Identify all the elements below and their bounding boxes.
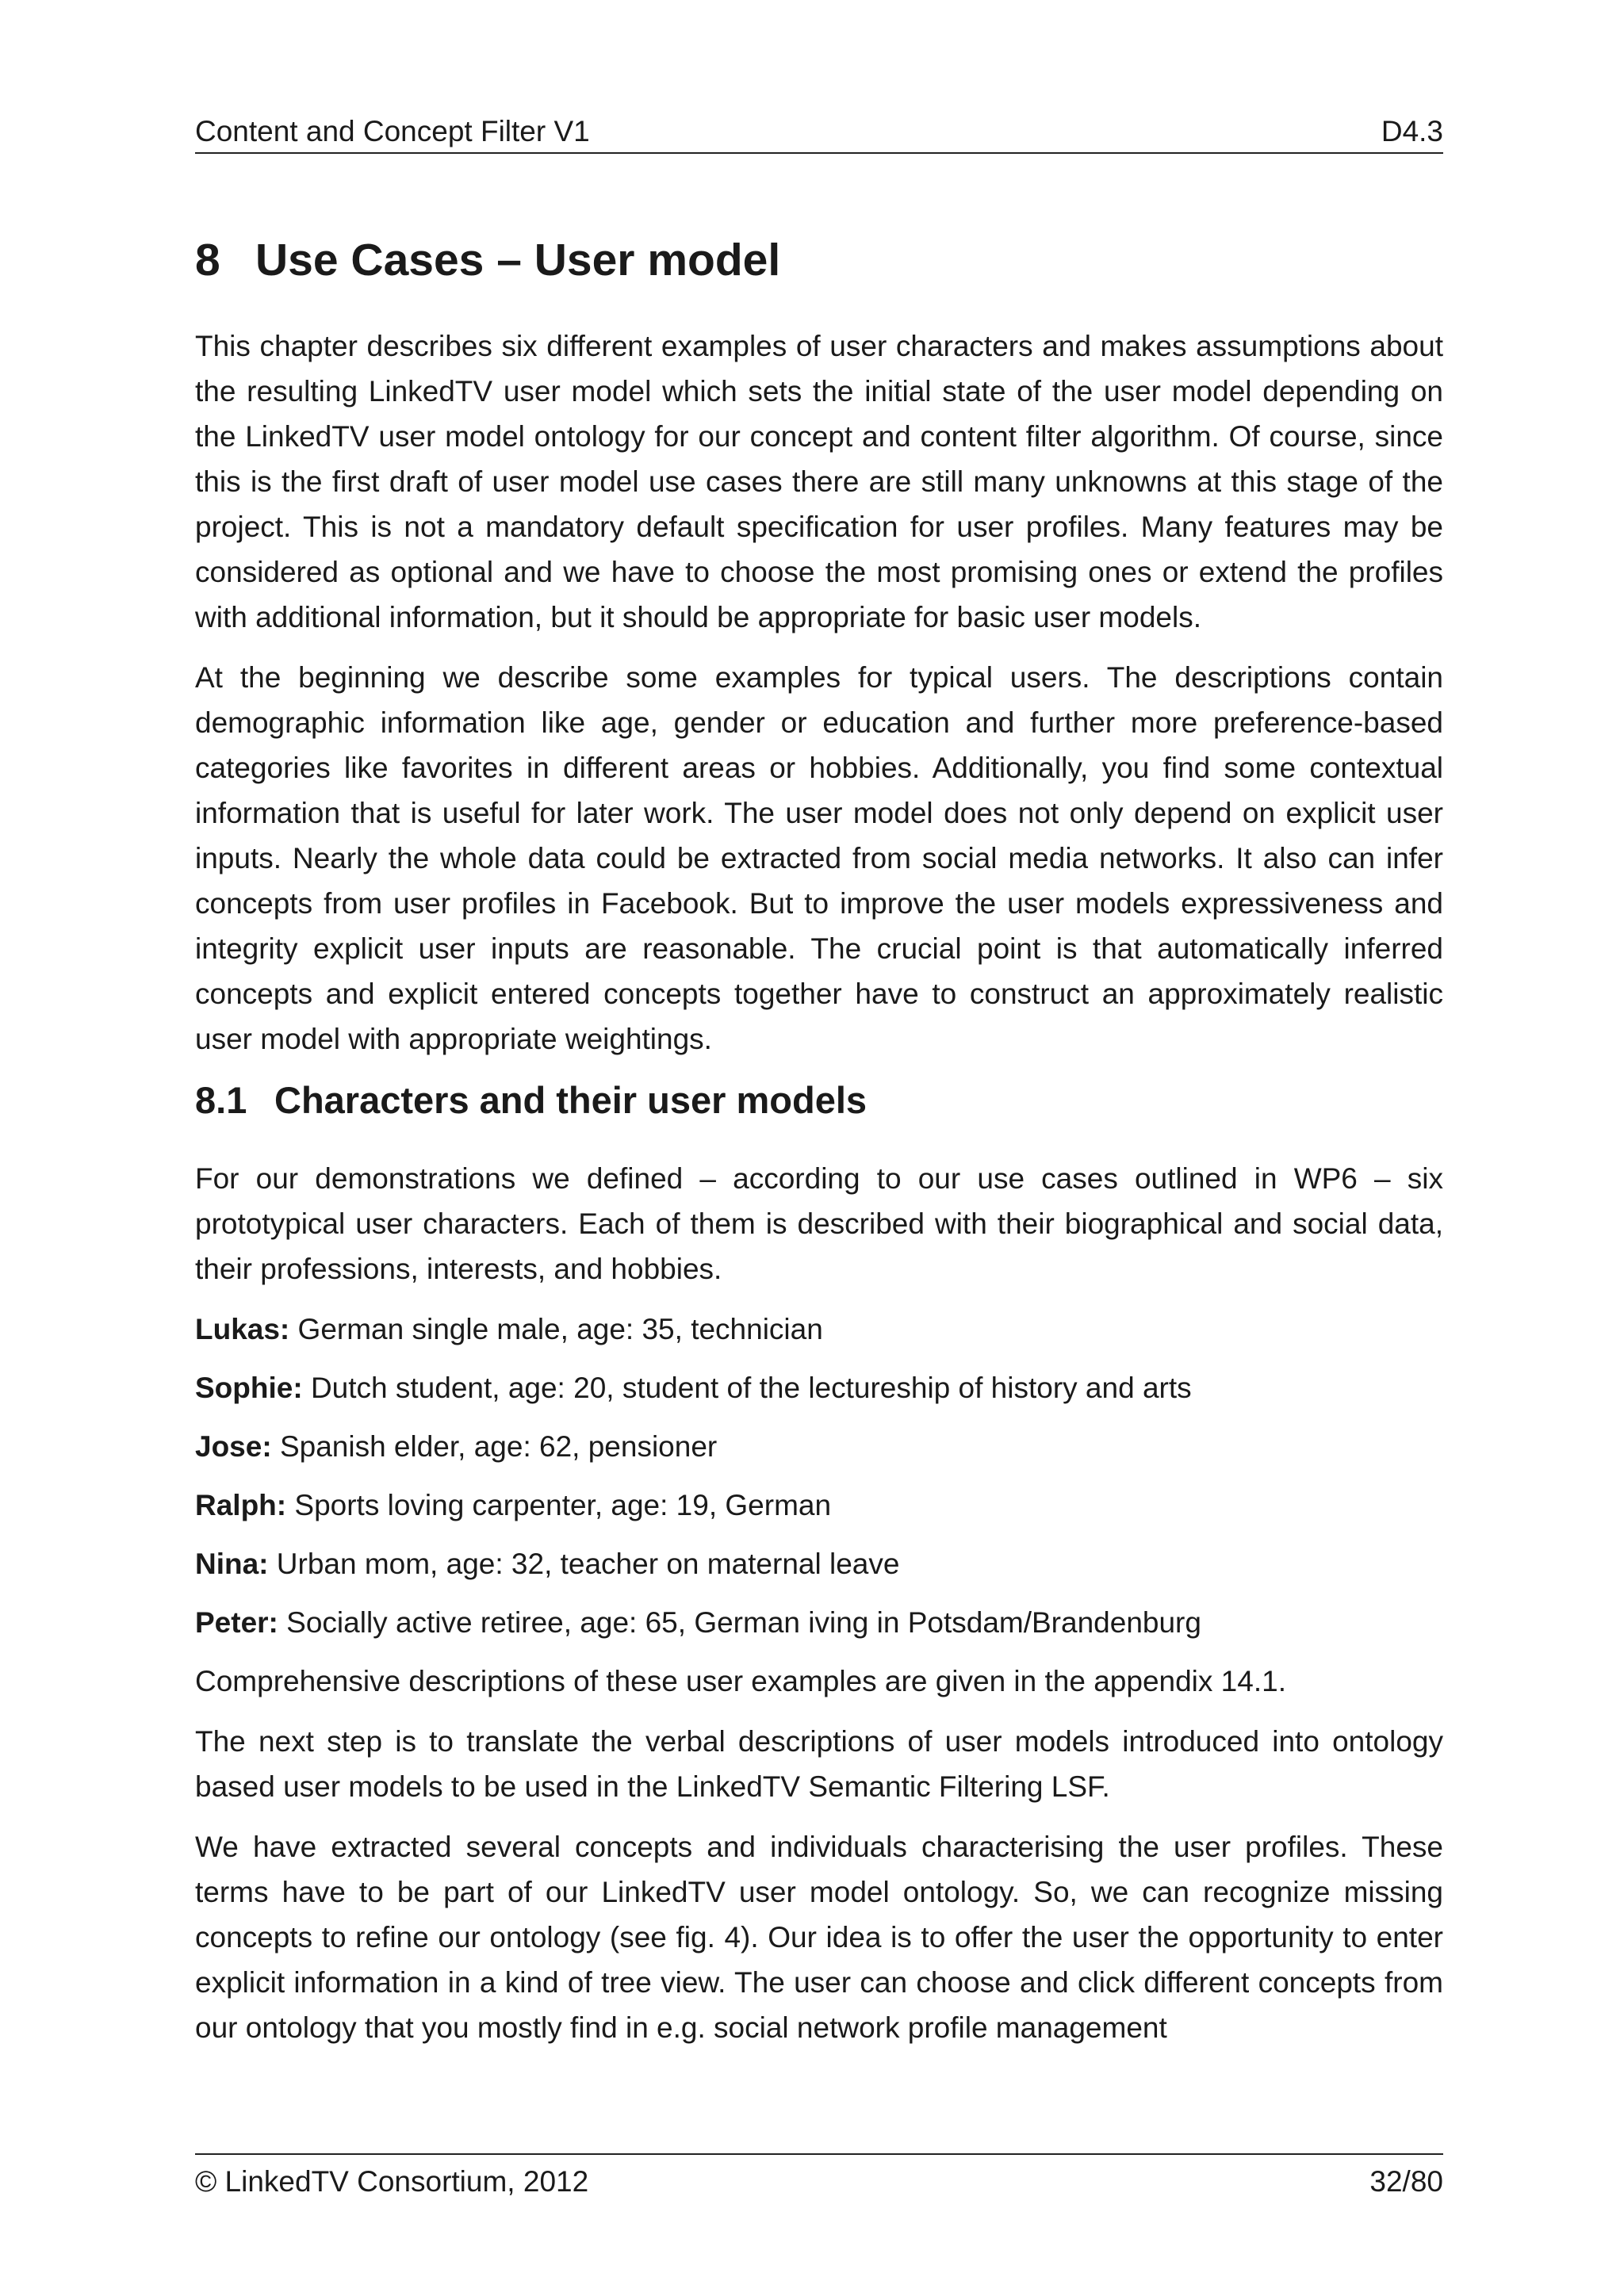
- section-heading: [195, 1077, 1443, 1124]
- section-title: Characters and their user models: [274, 1079, 868, 1121]
- character-name: Lukas:: [195, 1313, 290, 1345]
- character-description: German single male, age: 35, technician: [297, 1313, 823, 1345]
- character-entry: [195, 1365, 1443, 1410]
- character-name: Sophie:: [195, 1372, 303, 1404]
- chapter-title: Use Cases – User model: [255, 235, 781, 285]
- page-footer: [195, 2153, 1443, 2202]
- closing-paragraph: Comprehensive descriptions of these user examples are given in the appendix 14.1.: [195, 1665, 1286, 1697]
- intro-paragraph: This chapter describes six different examples of user characters and makes assumptions about the resulting LinkedTV user model which sets the initial state of the user model depending on the LinkedTV user model ontology for our concept and content filter algorithm. Of course, since this is the first draft of user model use cases there are still many unknowns at this stage of the project. This is not a mandatory default specification for user profiles. Many features may be considered as optional and we have to choose the most promising ones or extend the profiles with additional information, but it should be appropriate for basic user models.: [195, 330, 1443, 633]
- character-entry: [195, 1541, 1443, 1586]
- footer-page-number: 32/80: [1369, 2165, 1443, 2198]
- closing-paragraph: We have extracted several concepts and individuals characterising the user profiles. These terms have to be part of our LinkedTV user model ontology. So, we can recognize missing concepts to refine our ontology (see fig. 4). Our idea is to offer the user the opportunity to enter explicit information in a kind of tree view. The user can choose and click different concepts from our ontology that you mostly find in e.g. social network profile management: [195, 1831, 1443, 2044]
- chapter-heading: [195, 232, 1443, 289]
- footer-copyright: © LinkedTV Consortium, 2012: [195, 2165, 589, 2198]
- character-description: Spanish elder, age: 62, pensioner: [279, 1430, 718, 1463]
- closing-paragraph: The next step is to translate the verbal descriptions of user models introduced into ontology based user models to be used in the LinkedTV Semantic Filtering LSF.: [195, 1725, 1443, 1803]
- intro-paragraph: At the beginning we describe some examples for typical users. The descriptions contain demographic information like age, gender or education and further more preference-based categories like favorites in different areas or hobbies. Additionally, you find some contextual information that is useful for later work. The user model does not only depend on explicit user inputs. Nearly the whole data could be extracted from social media networks. It also can infer concepts from user profiles in Facebook. But to improve the user models expressiveness and integrity explicit user inputs are reasonable. The crucial point is that automatically inferred concepts and explicit entered concepts together have to construct an approximately realistic user model with appropriate weightings.: [195, 661, 1443, 1055]
- section-number: 8.1: [195, 1079, 247, 1121]
- section-intro-paragraph: For our demonstrations we defined – according to our use cases outlined in WP6 – six prototypical user characters. Each of them is described with their biographical and social data, their professions, interests, and hobbies.: [195, 1162, 1443, 1285]
- page-header: [195, 111, 1443, 154]
- character-name: Nina:: [195, 1548, 269, 1580]
- character-name: Jose:: [195, 1430, 272, 1463]
- character-name: Peter:: [195, 1606, 278, 1639]
- character-name: Ralph:: [195, 1489, 287, 1521]
- chapter-number: 8: [195, 235, 220, 285]
- character-description: Dutch student, age: 20, student of the lectureship of history and arts: [310, 1372, 1192, 1404]
- character-description: Sports loving carpenter, age: 19, German: [294, 1489, 832, 1521]
- character-entry: [195, 1307, 1443, 1352]
- character-entry: [195, 1424, 1443, 1469]
- character-entry: [195, 1600, 1443, 1645]
- header-title: Content and Concept Filter V1: [195, 115, 590, 147]
- header-doc-id: D4.3: [1381, 115, 1443, 147]
- character-description: Urban mom, age: 32, teacher on maternal leave: [276, 1548, 900, 1580]
- character-entry: [195, 1483, 1443, 1528]
- page-content: [195, 232, 1443, 2065]
- character-description: Socially active retiree, age: 65, German iving in Potsdam/Brandenburg: [286, 1606, 1201, 1639]
